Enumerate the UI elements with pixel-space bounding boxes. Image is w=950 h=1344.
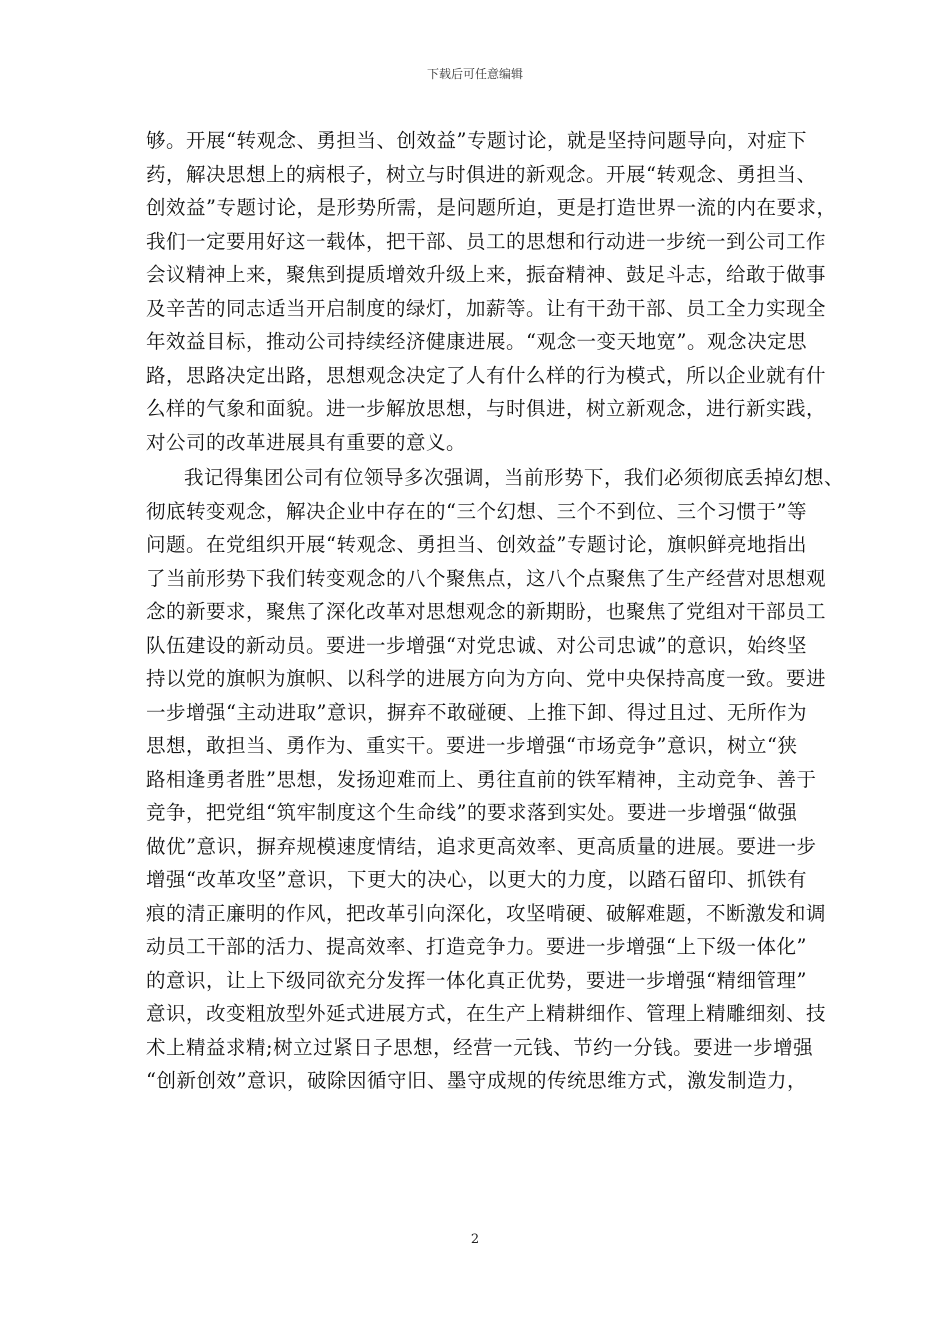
- text-line: 我们一定要用好这一载体，把干部、员工的思想和行动进一步统一到公司工作: [146, 229, 827, 253]
- text-line: 一步增强“主动进取”意识，摒弃不敢碰硬、上推下卸、得过且过、无所作为: [146, 700, 807, 724]
- text-line: 路，思路决定出路，思想观念决定了人有什么样的行为模式，所以企业就有什: [146, 363, 827, 387]
- paragraph-2: [146, 461, 845, 1098]
- paragraph-1: [146, 124, 837, 459]
- text-line: 路相逢勇者胜”思想，发扬迎难而上、勇往直前的铁军精神，主动竞争、善于: [146, 767, 817, 791]
- text-line: 药，解决思想上的病根子，树立与时俱进的新观念。开展“转观念、勇担当、: [146, 162, 817, 186]
- text-line: 术上精益求精;树立过紧日子思想，经营一元钱、节约一分钱。要进一步增强: [146, 1035, 814, 1059]
- text-line: 动员工干部的活力、提高效率、打造竞争力。要进一步增强“上下级一体化”: [146, 935, 807, 958]
- text-line: 彻底转变观念，解决企业中存在的“三个幻想、三个不到位、三个习惯于”等: [146, 499, 807, 523]
- text-line: 意识，改变粗放型外延式进展方式，在生产上精耕细作、管理上精雕细刻、技: [146, 1002, 827, 1025]
- text-line: 对公司的改革进展具有重要的意义。: [146, 430, 467, 454]
- text-line: 年效益目标，推动公司持续经济健康进展。“观念一变天地宽”。观念决定思: [146, 330, 807, 353]
- text-line: 思想，敢担当、勇作为、重实干。要进一步增强“市场竞争”意识，树立“狭: [146, 734, 798, 757]
- text-line: 痕的清正廉明的作风，把改革引向深化，攻坚啃硬、破解难题，不断激发和调: [146, 901, 827, 925]
- text-line: 及辛苦的同志适当开启制度的绿灯，加薪等。让有干劲干部、员工全力实现全: [146, 296, 827, 320]
- text-line: 会议精神上来，聚焦到提质增效升级上来，振奋精神、鼓足斗志，给敢于做事: [146, 263, 827, 286]
- text-line: 做优”意识，摒弃规模速度情结，追求更高效率、更高质量的进展。要进一步: [146, 834, 817, 858]
- text-line: 增强“改革攻坚”意识，下更大的决心，以更大的力度，以踏石留印、抓铁有: [146, 868, 807, 891]
- text-line-first: 我记得集团公司有位领导多次强调，当前形势下，我们必须彻底丢掉幻想、: [184, 466, 845, 489]
- document-body: [146, 124, 845, 1098]
- text-line: 念的新要求，聚焦了深化改革对思想观念的新期盼，也聚焦了党组对干部员工: [146, 600, 827, 623]
- text-line: 么样的气象和面貌。进一步解放思想，与时俱进，树立新观念，进行新实践，: [146, 397, 827, 420]
- text-line: “创新创效”意识，破除因循守旧、墨守成规的传统思维方式，激发制造力，: [146, 1069, 807, 1092]
- text-line: 问题。在党组织开展“转观念、勇担当、创效益”专题讨论，旗帜鲜亮地指出: [146, 533, 807, 556]
- text-line: 队伍建设的新动员。要进一步增强“对党忠诚、对公司忠诚”的意识，始终坚: [146, 633, 807, 657]
- text-line: 够。开展“转观念、勇担当、创效益”专题讨论，就是坚持问题导向，对症下: [146, 129, 807, 152]
- text-line: 竞争，把党组“筑牢制度这个生命线”的要求落到实处。要进一步增强“做强: [146, 801, 798, 824]
- page-header: 下载后可任意编辑: [426, 67, 523, 81]
- page-number: 2: [470, 1232, 480, 1247]
- text-line: 的意识，让上下级同欲充分发挥一体化真正优势，要进一步增强“精细管理”: [146, 968, 807, 992]
- text-line: 持以党的旗帜为旗帜、以科学的进展方向为方向、党中央保持高度一致。要进: [146, 667, 827, 690]
- text-line: 创效益”专题讨论，是形势所需，是问题所迫，更是打造世界一流的内在要求，: [146, 196, 837, 219]
- text-line: 了当前形势下我们转变观念的八个聚焦点，这八个点聚焦了生产经营对思想观: [146, 566, 827, 590]
